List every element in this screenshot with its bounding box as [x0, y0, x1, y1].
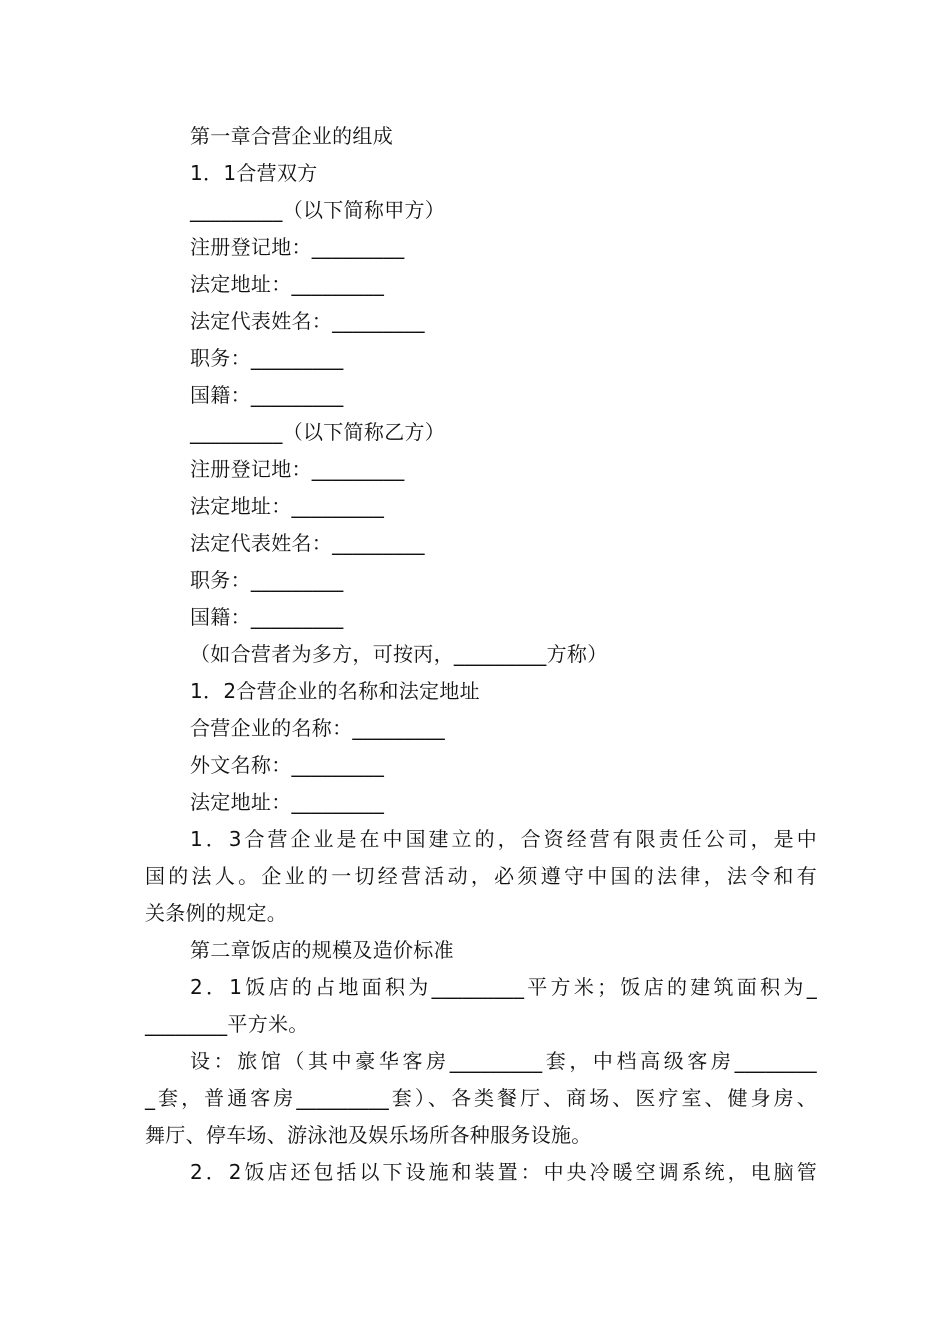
party-b-legal-address: 法定地址：_________: [190, 494, 385, 518]
paragraph-line: 2．2饭店还包括以下设施和装置：中央冷暖空调系统，电脑管: [190, 1160, 817, 1184]
party-a-representative-name: 法定代表姓名：_________: [190, 309, 425, 333]
paragraph-line: 2．1饭店的占地面积为_________平方米；饭店的建筑面积为_: [190, 975, 817, 999]
section-1-1-heading: 1．1合营双方: [190, 161, 318, 185]
paragraph-line: ________平方米。: [145, 1012, 309, 1036]
document-body: [145, 118, 817, 1191]
jv-name-line: 合营企业的名称：_________: [190, 716, 446, 740]
paragraph-line: 1．3合营企业是在中国建立的，合资经营有限责任公司，是中: [190, 827, 817, 851]
party-b-representative-name: 法定代表姓名：_________: [190, 531, 425, 555]
paragraph-line: 关条例的规定。: [145, 901, 288, 925]
party-a-registration-place: 注册登记地：_________: [190, 235, 405, 259]
section-2-1-paragraph: [145, 969, 817, 1043]
chapter-2-title: 第二章饭店的规模及造价标准: [190, 938, 454, 962]
party-b-registration-place: 注册登记地：_________: [190, 457, 405, 481]
party-a-nationality: 国籍：_________: [190, 383, 344, 407]
party-a-position: 职务：_________: [190, 346, 344, 370]
party-a-legal-address: 法定地址：_________: [190, 272, 385, 296]
paragraph-line: 舞厅、停车场、游泳池及娱乐场所各种服务设施。: [145, 1123, 592, 1147]
paragraph-line: _套，普通客房_________套）、各类餐厅、商场、医疗室、健身房、: [145, 1086, 817, 1110]
party-a-name-line: _________（以下简称甲方）: [190, 198, 446, 222]
section-1-3-paragraph: [145, 821, 817, 932]
jv-legal-address: 法定地址：_________: [190, 790, 385, 814]
chapter-1-title: 第一章合营企业的组成: [190, 124, 393, 148]
multi-party-note: （如合营者为多方，可按丙，_________方称）: [190, 642, 608, 666]
party-b-name-line: _________（以下简称乙方）: [190, 420, 446, 444]
party-b-position: 职务：_________: [190, 568, 344, 592]
section-2-2-paragraph: [145, 1154, 817, 1191]
section-1-2-heading: 1．2合营企业的名称和法定地址: [190, 679, 480, 703]
party-b-nationality: 国籍：_________: [190, 605, 344, 629]
paragraph-line: 设：旅馆（其中豪华客房_________套，中档高级客房________: [190, 1049, 817, 1073]
paragraph-line: 国的法人。企业的一切经营活动，必须遵守中国的法律，法令和有: [145, 864, 817, 888]
facilities-paragraph: [145, 1043, 817, 1154]
foreign-name-line: 外文名称：_________: [190, 753, 385, 777]
